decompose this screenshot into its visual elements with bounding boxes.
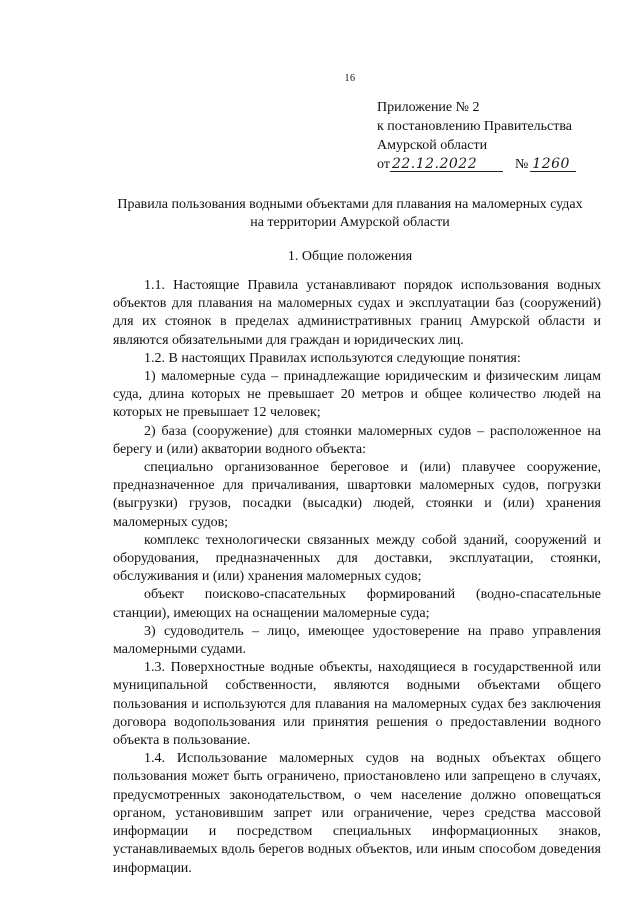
number-sign: №	[514, 157, 529, 172]
title-line-2: на территории Амурской области	[250, 215, 450, 230]
appendix-block	[377, 98, 576, 174]
appendix-reference: к постановлению Правительства	[377, 119, 573, 134]
appendix-date-line	[377, 155, 576, 174]
paragraph-definition-2c: объект поисково-спасательных формирований (водно-спасательные станции), имеющих на оснащении маломерные суда;	[113, 587, 601, 621]
paragraph-definition-3: 3) судоводитель – лицо, имеющее удостоверение на право управления маломерными судами.	[113, 623, 601, 658]
paragraph-definition-2: 2) база (сооружение) для стоянки маломерных судов – расположенное на берегу и (или) акватории водного объекта:	[113, 423, 601, 457]
page-number: 16	[344, 73, 356, 84]
paragraph-definition-2b: комплекс технологически связанных между собой зданий, сооружений и оборудования, предназначенных для доставки, эксплуатации, стоянки, обслуживания и (или) хранения маломерных судов;	[113, 532, 601, 585]
paragraph-definition-2a: специально организованное береговое и (или) плавучее сооружение, предназначенное для причаливания, швартовки маломерных судов, погрузки (выгрузки) грузов, посадки (высадки) людей, стоянки и (или) хранения маломерных судов;	[113, 460, 601, 530]
paragraph-definition-1: 1) маломерные суда – принадлежащие юридическим и физическим лицам суда, длина которых не превышает 20 метров и общее количество людей на которых не превышает 12 человек;	[113, 369, 601, 421]
body-text	[113, 277, 601, 878]
document-title	[0, 196, 640, 232]
date-prefix: от	[377, 157, 390, 172]
paragraph-1-4: 1.4. Использование маломерных судов на водных объектах общего пользования может быть ограничено, приостановлено или запрещено в случаях, предусмотренных законодательством, о чем население должно оповещаться органом, установившим запрет или ограничение, через средства массовой информации и посредством специальных информационных знаков, устанавливаемых вдоль берегов водных объектов, или иным способом доведения информации.	[113, 751, 601, 876]
paragraph-1-3: 1.3. Поверхностные водные объекты, находящиеся в государственной или муниципальной собственности, являются водными объектами общего пользования и используются для плавания на маломерных судах без заключения договора водопользования или принятия решения о предоставлении водного объекта в пользование.	[113, 660, 601, 749]
handwritten-date: 22.12.2022	[390, 157, 503, 172]
appendix-title: Приложение № 2	[377, 100, 480, 115]
handwritten-number: 1260	[530, 157, 576, 172]
paragraph-1-2: 1.2. В настоящих Правилах используются следующие понятия:	[144, 350, 521, 366]
section-heading: 1. Общие положения	[287, 249, 413, 264]
title-line-1: Правила пользования водными объектами для плавания на маломерных судах	[117, 197, 583, 212]
appendix-region: Амурской области	[377, 138, 488, 153]
paragraph-1-1: 1.1. Настоящие Правила устанавливают порядок использования водных объектов для плавания на маломерных судах и эксплуатации баз (сооружений) для их стоянок в пределах административных границ Амурской области и являются обязательными для граждан и юридических лиц.	[113, 278, 601, 348]
